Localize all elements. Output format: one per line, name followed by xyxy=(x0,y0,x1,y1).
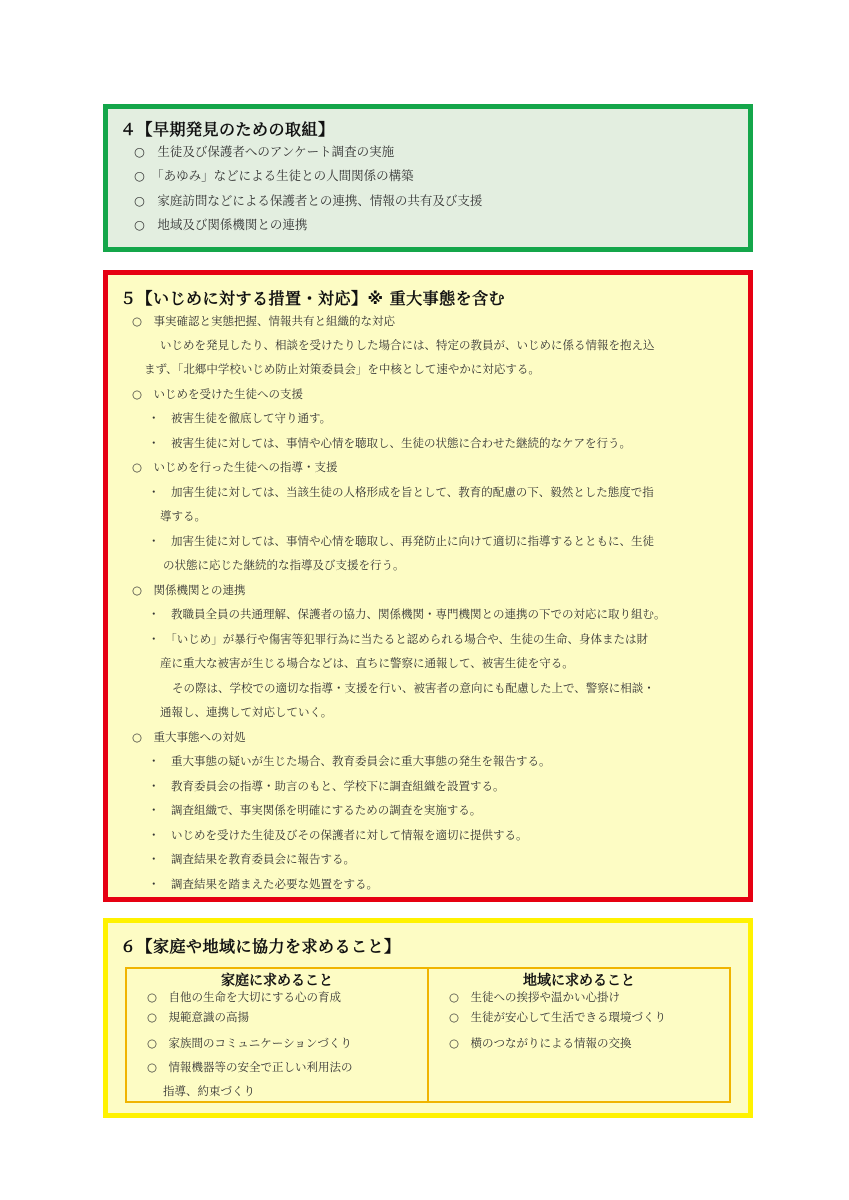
bullet-item: ・ 教職員全員の共通理解、保護者の協力、関係機関・専門機関との連携の下での対応に取り組む。 xyxy=(148,607,666,621)
section-bullying-response xyxy=(103,270,753,902)
list-item: ○ 情報機器等の安全で正しい利用法の xyxy=(147,1060,353,1074)
list-item: ○ 家庭訪問などによる保護者との連携、情報の共有及び支援 xyxy=(134,193,483,208)
bullet-item: ・ いじめを受けた生徒及びその保護者に対して情報を適切に提供する。 xyxy=(148,828,528,842)
paragraph-line: 導する。 xyxy=(160,509,206,523)
paragraph-line: その際は、学校での適切な指導・支援を行い、被害者の意向にも配慮した上で、警察に相談・ xyxy=(172,681,655,695)
list-item: ○ 生徒への挨拶や温かい心掛け xyxy=(449,990,621,1004)
list-item: ○ 横のつながりによる情報の交換 xyxy=(449,1036,632,1050)
section-family-community xyxy=(103,918,753,1118)
list-item: ○ 自他の生命を大切にする心の育成 xyxy=(147,990,342,1004)
bullet-item: ・ 「いじめ」が暴行や傷害等犯罪行為に当たると認められる場合や、生徒の生命、身体または財 xyxy=(148,632,649,646)
list-item: ○ 生徒及び保護者へのアンケート調査の実施 xyxy=(134,144,395,159)
bullet-item: ・ 調査結果を踏まえた必要な処置をする。 xyxy=(148,877,378,891)
list-item: ○ 地域及び関係機関との連携 xyxy=(134,217,308,232)
bullet-item: ・ 調査組織で、事実関係を明確にするための調査を実施する。 xyxy=(148,803,482,817)
list-heading: ○ いじめを行った生徒への指導・支援 xyxy=(132,460,338,474)
bullet-item: ・ 被害生徒を徹底して守り通す。 xyxy=(148,411,332,425)
section-title: ５【いじめに対する措置・対応】※ 重大事態を含む xyxy=(120,289,506,308)
paragraph-line: いじめを発見したり、相談を受けたりした場合には、特定の教員が、いじめに係る情報を抱え込 xyxy=(160,338,655,352)
section-title: ４【早期発見のための取組】 xyxy=(120,120,335,139)
community-column xyxy=(428,968,730,1102)
list-item: ○ 生徒が安心して生活できる環境づくり xyxy=(449,1010,667,1024)
section-early-detection xyxy=(103,104,753,252)
paragraph-line: 産に重大な被害が生じる場合などは、直ちに警察に通報して、被害生徒を守る。 xyxy=(160,656,574,670)
list-heading: ○ 事実確認と実態把握、情報共有と組織的な対応 xyxy=(132,314,396,328)
column-header: 家庭に求めること xyxy=(221,973,333,989)
list-item: ○ 規範意識の高揚 xyxy=(147,1010,250,1024)
list-heading: ○ いじめを受けた生徒への支援 xyxy=(132,387,304,401)
paragraph-line: 通報し、連携して対応していく。 xyxy=(160,705,333,719)
list-item: ○ 「あゆみ」などによる生徒との人間関係の構築 xyxy=(134,168,414,183)
bullet-item: ・ 加害生徒に対しては、事情や心情を聴取し、再発防止に向けて適切に指導するとともに、生徒 xyxy=(148,534,654,548)
section-title: ６【家庭や地域に協力を求めること】 xyxy=(120,937,401,956)
paragraph-line: の状態に応じた継続的な指導及び支援を行う。 xyxy=(163,558,405,572)
paragraph-line: まず、「北郷中学校いじめ防止対策委員会」を中核として速やかに対応する。 xyxy=(144,362,540,376)
bullet-item: ・ 重大事態の疑いが生じた場合、教育委員会に重大事態の発生を報告する。 xyxy=(148,754,551,768)
column-header: 地域に求めること xyxy=(523,973,635,989)
list-heading: ○ 関係機関との連携 xyxy=(132,583,246,597)
bullet-item: ・ 被害生徒に対しては、事情や心情を聴取し、生徒の状態に合わせた継続的なケアを行う。 xyxy=(148,436,631,450)
list-item: ○ 家族間のコミュニケーションづくり xyxy=(147,1036,352,1050)
bullet-item: ・ 教育委員会の指導・助言のもと、学校下に調査組織を設置する。 xyxy=(148,779,505,793)
bullet-item: ・ 調査結果を教育委員会に報告する。 xyxy=(148,852,355,866)
cooperation-table xyxy=(125,967,731,1103)
list-item-continued: 指導、約束づくり xyxy=(163,1084,255,1098)
list-heading: ○ 重大事態への対処 xyxy=(132,730,246,744)
home-column xyxy=(126,968,428,1102)
bullet-item: ・ 加害生徒に対しては、当該生徒の人格形成を旨として、教育的配慮の下、毅然とした態度で指 xyxy=(148,485,654,499)
